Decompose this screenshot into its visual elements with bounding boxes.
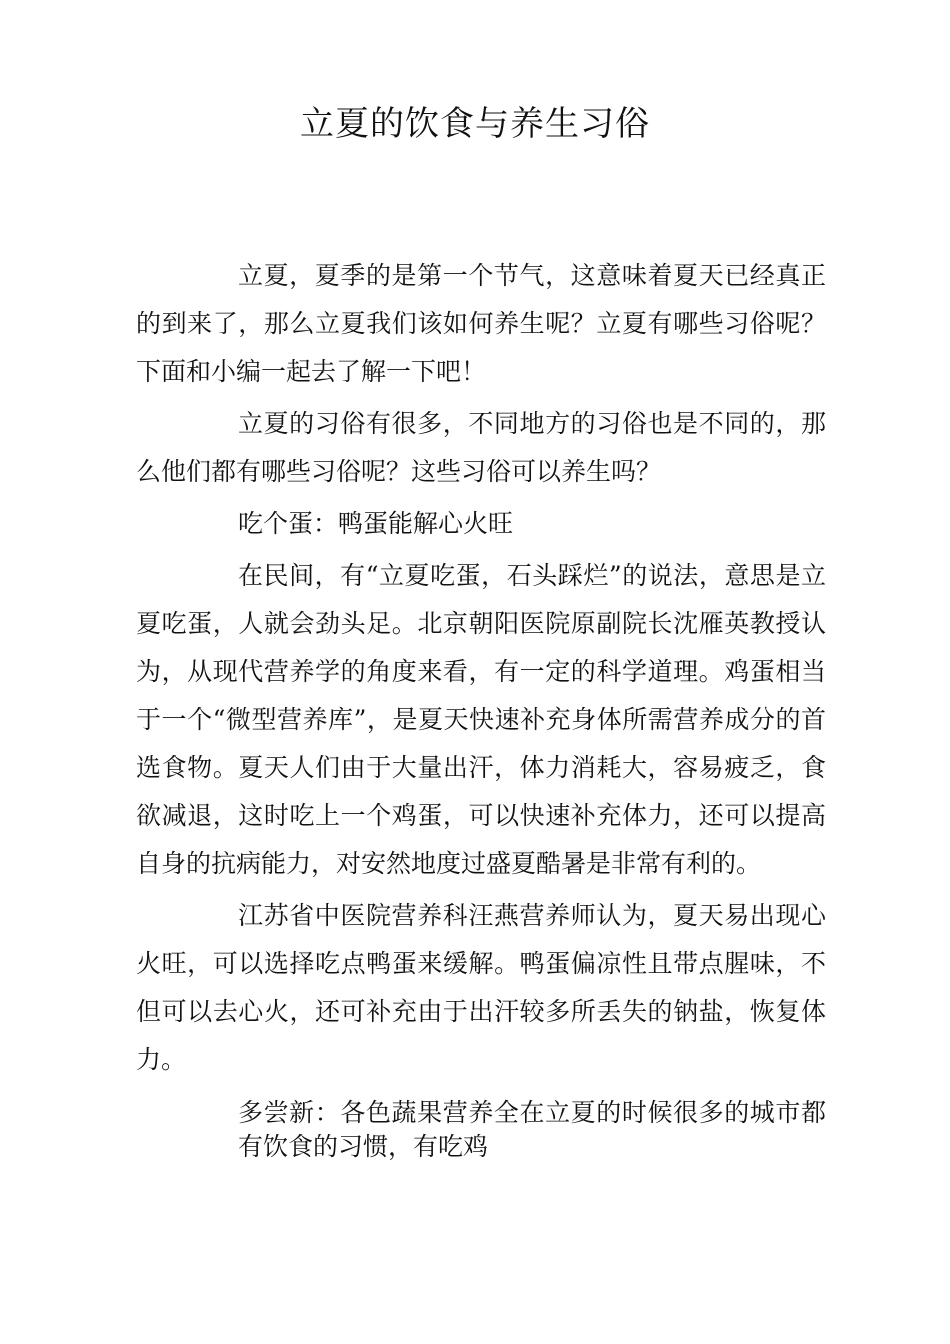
paragraph-intro: 立夏，夏季的是第一个节气，这意味着夏天已经真正的到来了，那么立夏我们该如何养生呢？立夏有哪些习俗呢？下面和小编一起去了解一下吧！ xyxy=(136,261,826,386)
section-heading-eggs: 吃个蛋：鸭蛋能解心火旺 xyxy=(238,509,514,538)
document-body xyxy=(136,252,826,1168)
paragraph-customs: 立夏的习俗有很多，不同地方的习俗也是不同的，那么他们都有哪些习俗呢？这些习俗可以养生吗？ xyxy=(136,409,826,486)
paragraph-duck-egg: 江苏省中医院营养科汪燕营养师认为，夏天易出现心火旺，可以选择吃点鸭蛋来缓解。鸭蛋偏凉性且带点腥味，不但可以去心火，还可补充由于出汗较多所丢失的钠盐，恢复体力。 xyxy=(136,901,826,1074)
section-heading-vegetables: 多尝新：各色蔬果营养全在立夏的时候很多的城市都有饮食的习惯，有吃鸡 xyxy=(238,1098,826,1161)
paragraph-egg-custom: 在民间，有“立夏吃蛋，石头踩烂”的说法，意思是立夏吃蛋，人就会劲头足。北京朝阳医院原副院长沈雁英教授认为，从现代营养学的角度来看，有一定的科学道理。鸡蛋相当于一个“微型营养库”，是夏天快速补充身体所需营养成分的首选食物。夏天人们由于大量出汗，体力消耗大，容易疲乏，食欲减退，这时吃上一个鸡蛋，可以快速补充体力，还可以提高自身的抗病能力，对安然地度过盛夏酷暑是非常有利的。 xyxy=(136,561,826,878)
document-title: 立夏的饮食与养生习俗 xyxy=(300,104,650,144)
